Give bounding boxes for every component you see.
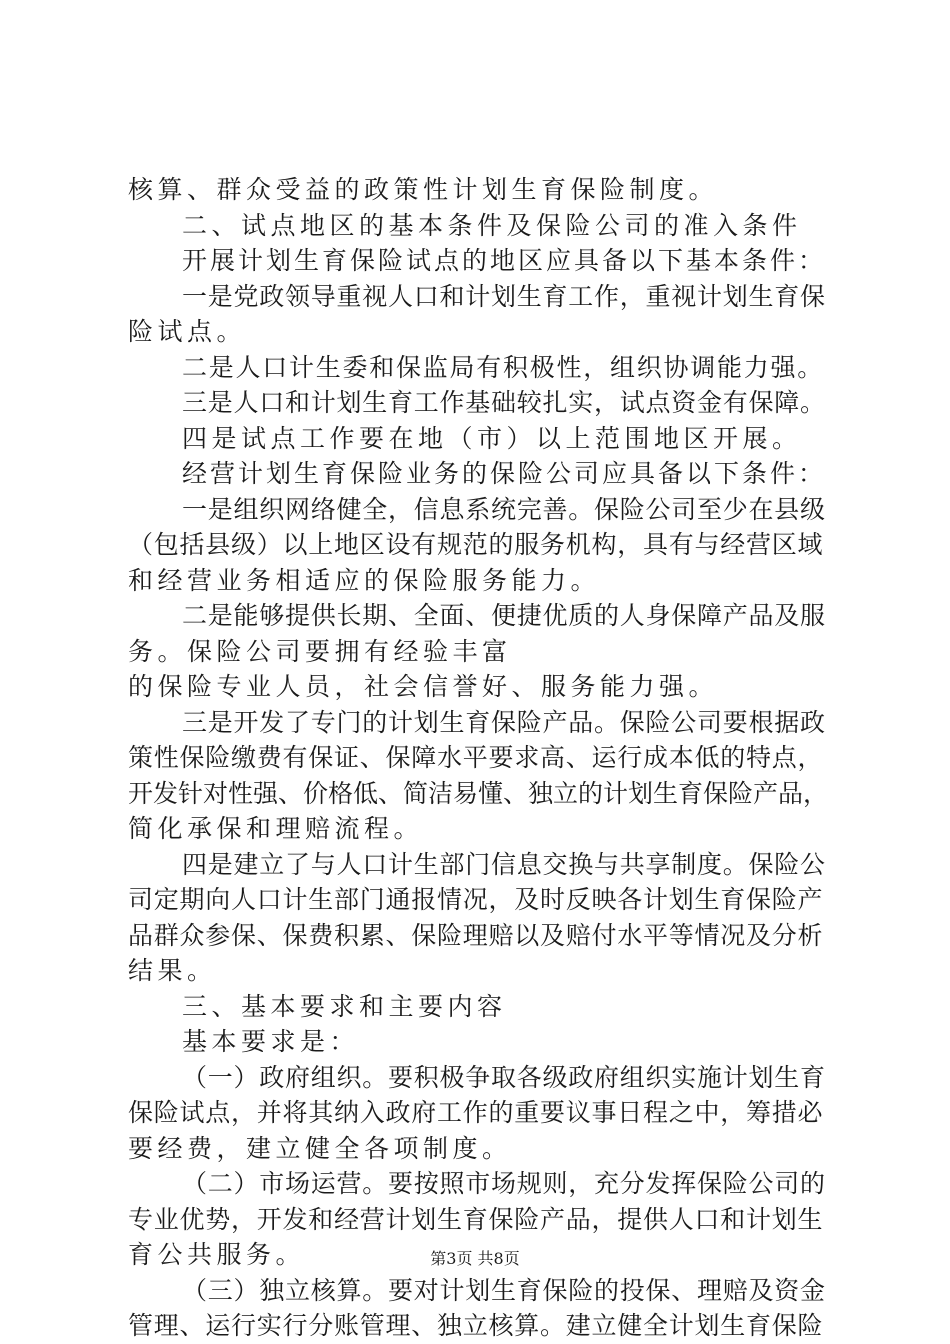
document-body: [128, 172, 828, 1344]
page-number-footer: 第3页 共8页: [430, 1249, 520, 1268]
text-line: 要经费，建立健全各项制度。: [128, 1133, 512, 1163]
text-line: 一是组织网络健全，信息系统完善。保险公司至少在县级: [182, 494, 826, 524]
text-line: 育公共服务。: [128, 1240, 306, 1269]
text-line: 二、试点地区的基本条件及保险公司的准入条件: [182, 210, 802, 240]
text-line: （二）市场运营。要按照市场规则，充分发挥保险公司的: [182, 1169, 826, 1198]
text-line: 一是党政领导重视人口和计划生育工作，重视计划生育保: [182, 281, 826, 311]
text-line: 开发针对性强、价格低、简洁易懂、独立的计划生育保险产品，: [128, 778, 829, 808]
text-line: 核算、群众受益的政策性计划生育保险制度。: [128, 175, 719, 204]
text-line: 策性保险缴费有保证、保障水平要求高、运行成本低的特点，: [128, 743, 824, 772]
text-line: 司定期向人口计生部门通报情况，及时反映各计划生育保险产: [128, 885, 824, 914]
text-line: 品群众参保、保费积累、保险理赔以及赔付水平等情况及分析: [128, 920, 824, 950]
text-line: 四是试点工作要在地（市）以上范围地区开展。: [182, 423, 802, 453]
text-line: 的保险专业人员，社会信誉好、服务能力强。: [128, 672, 719, 701]
text-line: 四是建立了与人口计生部门信息交换与共享制度。保险公: [182, 849, 826, 879]
text-line: 管理、运行实行分账管理、独立核算。建立健全计划生育保险: [128, 1311, 824, 1340]
text-line: 专业优势，开发和经营计划生育保险产品，提供人口和计划生: [128, 1204, 824, 1234]
text-line: 开展计划生育保险试点的地区应具备以下基本条件：: [182, 246, 827, 275]
text-line: 三是人口和计划生育工作基础较扎实，试点资金有保障。: [182, 388, 826, 417]
text-line: 三、基本要求和主要内容: [182, 991, 507, 1021]
text-line: 基本要求是：: [182, 1027, 360, 1056]
text-line: 保险试点，并将其纳入政府工作的重要议事日程之中，筹措必: [128, 1098, 824, 1127]
text-line: 经营计划生育保险业务的保险公司应具备以下条件：: [182, 459, 827, 488]
text-line: 务。保险公司要拥有经验丰富: [128, 636, 512, 666]
text-line: 和经营业务相适应的保险服务能力。: [128, 565, 601, 595]
text-line: 二是能够提供长期、全面、便捷优质的人身保障产品及服: [182, 601, 826, 630]
text-line: 险试点。: [128, 317, 247, 346]
text-line: （三）独立核算。要对计划生育保险的投保、理赔及资金: [182, 1275, 826, 1305]
text-line: 结果。: [128, 956, 217, 985]
text-line: 二是人口计生委和保监局有积极性，组织协调能力强。: [182, 352, 825, 382]
text-line: 简化承保和理赔流程。: [128, 814, 424, 843]
text-line: （包括县级）以上地区设有规范的服务机构，具有与经营区域: [128, 530, 824, 559]
text-line: 三是开发了专门的计划生育保险产品。保险公司要根据政: [182, 707, 826, 737]
text-line: （一）政府组织。要积极争取各级政府组织实施计划生育: [182, 1062, 826, 1092]
